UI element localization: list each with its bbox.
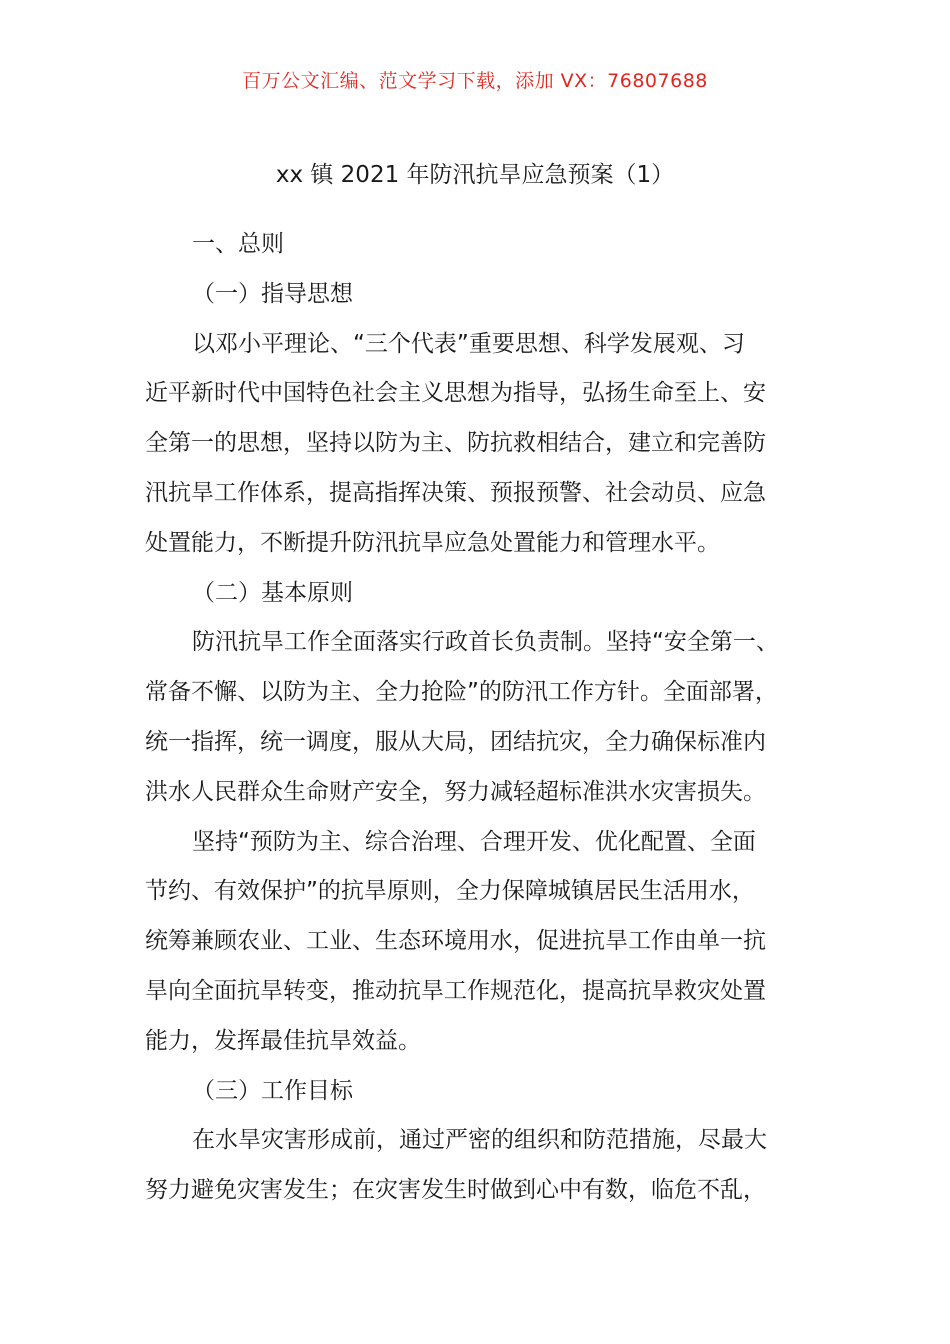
document-body [145, 220, 805, 1216]
text-line: 常备不懈、以防为主、全力抢险”的防汛工作方针。全面部署， [145, 679, 778, 706]
text-line: 近平新时代中国特色社会主义思想为指导，弘扬生命至上、安 [145, 380, 766, 407]
text-line: 努力避免灾害发生；在灾害发生时做到心中有数，临危不乱， [145, 1177, 766, 1204]
text-line: 洪水人民群众生命财产安全，努力减轻超标准洪水灾害损失。 [145, 778, 766, 805]
text-line: （三）工作目标 [192, 1077, 353, 1104]
text-line: 能力，发挥最佳抗旱效益。 [145, 1027, 421, 1054]
document-title: xx 镇 2021 年防汛抗旱应急预案（1） [275, 162, 675, 188]
text-line: 防汛抗旱工作全面落实行政首长负责制。坚持“安全第一、 [192, 629, 779, 656]
text-line: 全第一的思想，坚持以防为主、防抗救相结合，建立和完善防 [145, 430, 766, 457]
text-line: 旱向全面抗旱转变，推动抗旱工作规范化，提高抗旱救灾处置 [145, 977, 766, 1004]
text-line: 处置能力，不断提升防汛抗旱应急处置能力和管理水平。 [145, 529, 720, 556]
text-line: 统筹兼顾农业、工业、生态环境用水，促进抗旱工作由单一抗 [145, 928, 766, 955]
text-line: 统一指挥，统一调度，服从大局，团结抗灾，全力确保标准内 [145, 728, 766, 755]
text-line: 以邓小平理论、“三个代表”重要思想、科学发展观、习 [192, 330, 745, 357]
text-line: 坚持“预防为主、综合治理、合理开发、优化配置、全面 [192, 828, 756, 855]
header-ad-text: 百万公文汇编、范文学习下载，添加 VX：76807688 [242, 70, 708, 92]
text-line: 一、总则 [192, 231, 284, 257]
text-line: 汛抗旱工作体系，提高指挥决策、预报预警、社会动员、应急 [145, 479, 766, 506]
text-line: （二）基本原则 [192, 579, 353, 606]
text-line: 在水旱灾害形成前，通过严密的组织和防范措施，尽最大 [192, 1127, 767, 1154]
text-line: 节约、有效保护”的抗旱原则，全力保障城镇居民生活用水， [145, 878, 755, 905]
text-line: （一）指导思想 [192, 280, 353, 307]
